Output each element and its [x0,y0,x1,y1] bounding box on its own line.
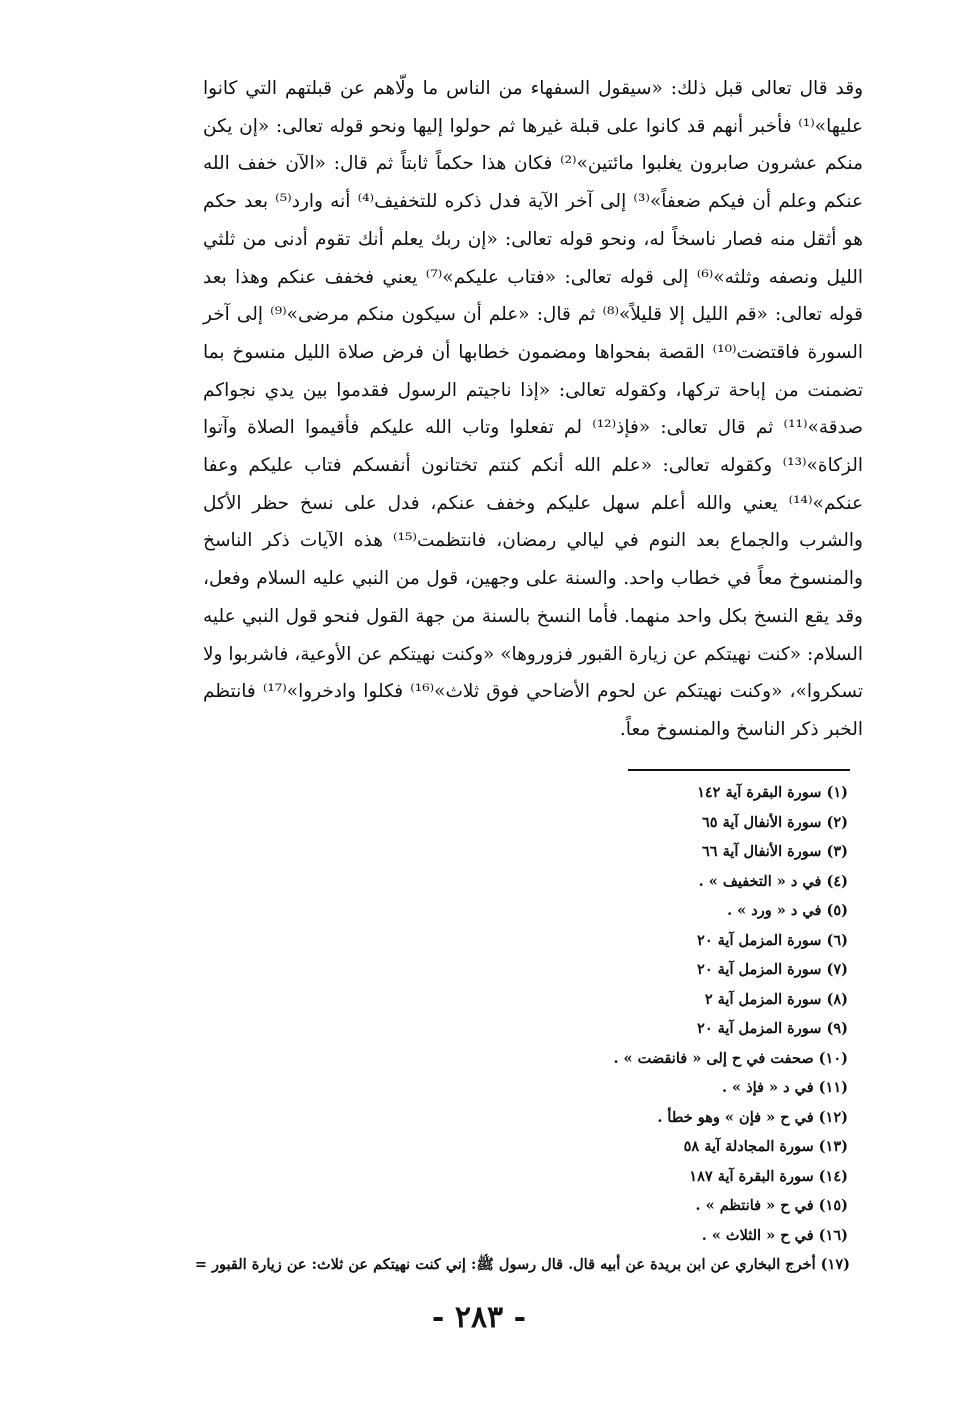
footnote-item: (٢) سورة الأنفال آية ٦٥ [701,813,848,831]
footnote-item: (١) سورة البقرة آية ١٤٢ [697,784,848,801]
footnote-item: (١٥) في ح « فانتظم » . [695,1197,848,1214]
footnote-item: (١١) في د « فإذ » . [721,1079,848,1096]
footnote-item: (١٠) صحفت في ح إلى « فانقضت » . [613,1049,848,1067]
footnote-item: (٤) في د « التخفيف » . [698,872,848,890]
footnote-item: (٣) سورة الأنفال آية ٦٦ [701,843,848,860]
footnote-item: (٦) سورة المزمل آية ٢٠ [697,931,848,949]
footnote-item: (١٤) سورة البقرة آية ١٨٧ [689,1167,848,1185]
footnote-item: (٩) سورة المزمل آية ٢٠ [697,1020,848,1037]
page-number: - ٢٨٣ - [431,1300,527,1335]
footnote-item: (١٣) سورة المجادلة آية ٥٨ [683,1138,848,1155]
body-paragraph: وقد قال تعالى قبل ذلك: «سيقول السفهاء من الناس ما ولّاهم عن قبلتهم التي كانوا عليها»⁽¹⁾ فأخبر أنهم قد كانوا على قبلة غيرها ثم حولوا إليها ونحو قوله تعالى: «إن يكن منكم عشرون صابرون يغلبوا مائتين»⁽²⁾ فكان هذا حكماً ثابتاً ثم قال: «الآن خفف الله عنكم وعلم أن فيكم ضعفاً»⁽³⁾ إلى آخر الآية فدل ذكره للتخفيف⁽⁴⁾ أنه وارد⁽⁵⁾ بعد حكم هو أثقل منه فصار ناسخاً له، ونحو قوله تعالى: «إن ربك يعلم أنك تقوم أدنى من ثلثي الليل ونصفه وثلثه»⁽⁶⁾ إلى قوله تعالى: «فتاب عليكم»⁽⁷⁾ يعني فخفف عنكم وهذا بعد قوله تعالى: «قم الليل إلا قليلاً»⁽⁸⁾ ثم قال: «علم أن سيكون منكم مرضى»⁽⁹⁾ إلى آخر السورة فاقتضت⁽¹⁰⁾ القصة بفحواها ومضمون خطابها أن فرض صلاة الليل منسوخ بما تضمنت من إباحة تركها، وكقوله تعالى: «إذا ناجيتم الرسول فقدموا بين يدي نجواكم صدقة»⁽¹¹⁾ ثم قال تعالى: «فإذ⁽¹²⁾ لم تفعلوا وتاب الله عليكم فأقيموا الصلاة وآتوا الزكاة»⁽¹³⁾ وكقوله تعالى: «علم الله أنكم كنتم تختانون أنفسكم فتاب عليكم وعفا عنكم»⁽¹⁴⁾ يعني والله أعلم سهل عليكم وخفف عنكم، فدل على نسخ حظر الأكل والشرب والجماع بعد النوم في ليالي رمضان، فانتظمت⁽¹⁵⁾ هذه الآيات ذكر الناسخ والمنسوخ معاً في خطاب واحد. والسنة على وجهين، قول من النبي عليه السلام وفعل، وقد يقع النسخ بكل واحد منهما. فأما النسخ بالسنة من جهة القول فنحو قول النبي عليه السلام: «كنت نهيتكم عن زيارة القبور فزوروها» «وكنت نهيتكم عن الأوعية، فاشربوا ولا تسكروا»، «وكنت نهيتكم عن لحوم الأضاحي فوق ثلاث»⁽¹⁶⁾ فكلوا وادخروا»⁽¹⁷⁾ فانتظم الخبر ذكر الناسخ والمنسوخ معاً. [202,78,863,740]
main-text-body [203,70,863,749]
footnote-item: (١٧) أخرج البخاري عن ابن بريدة عن أبيه قال. قال رسول ﷺ: إني كنت نهيتكم عن ثلاث: عن زيارة القبور = [194,1256,850,1273]
footnote-item: (١٢) في ح « فإن » وهو خطأ . [657,1108,848,1126]
footnote-item: (٥) في د « ورد » . [727,902,848,919]
footnote-separator [628,769,850,771]
footnote-item: (٧) سورة المزمل آية ٢٠ [697,961,848,978]
footnote-item: (١٦) في ح « الثلاث » . [701,1226,848,1244]
footnotes-list [148,778,848,1280]
footnote-item: (٨) سورة المزمل آية ٢ [704,990,848,1008]
